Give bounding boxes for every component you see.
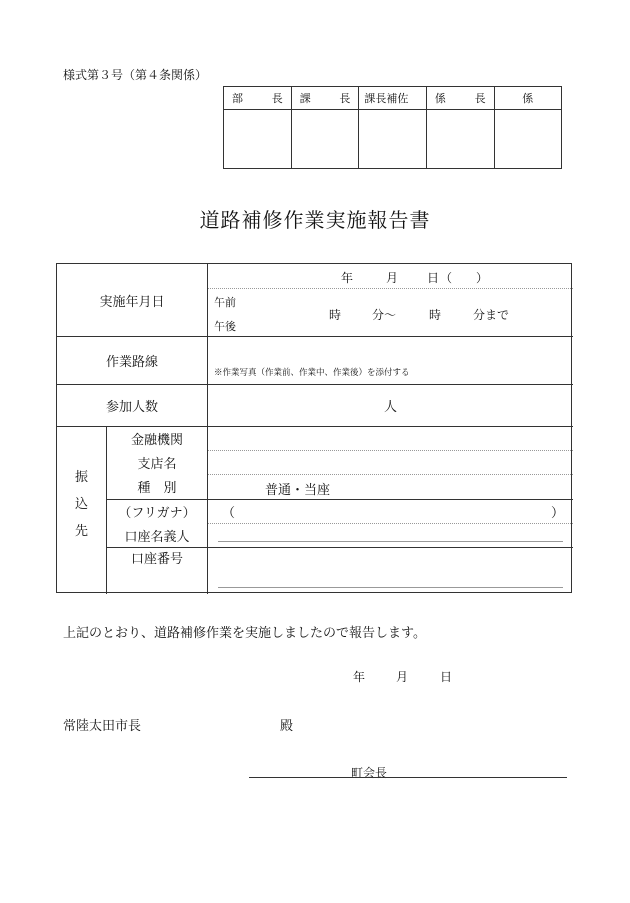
date-weekday-paren: （ ） (440, 271, 489, 285)
time-start-min-unit: 分～ (372, 308, 397, 322)
route-label: 作業路線 (105, 354, 158, 370)
date-day-unit: 日 (427, 271, 440, 285)
addressee: 常陸太田市長 (63, 719, 142, 734)
approval-stamp-cell[interactable] (426, 110, 494, 169)
signature-line[interactable] (249, 777, 567, 778)
account-number-entry[interactable] (218, 554, 563, 586)
account-holder-label: 口座名義人 (124, 529, 190, 545)
participants-label: 参加人数 (105, 399, 158, 415)
participants-unit: 人 (383, 399, 397, 415)
participants-entry[interactable] (208, 384, 573, 426)
approval-stamp-cell[interactable] (359, 110, 427, 169)
approval-stamp-cell[interactable] (494, 110, 561, 169)
route-note: ※作業写真（作業前、作業中、作業後）を添付する (214, 368, 410, 378)
report-date-year-unit: 年 (353, 670, 366, 684)
branch-entry[interactable] (208, 451, 573, 474)
approval-header-kacho: 課 長 (291, 87, 359, 110)
form-number: 様式第３号（第４条関係） (63, 68, 208, 82)
am-label: 午前 (214, 296, 236, 309)
time-end-min-unit: 分まで (473, 308, 510, 322)
account-type-label: 種 別 (137, 481, 177, 496)
date-label: 実施年月日 (99, 294, 165, 310)
bank-label: 金融機関 (130, 432, 183, 448)
approval-header-kakaricho: 係 長 (426, 87, 494, 110)
report-statement: 上記のとおり、道路補修作業を実施しましたので報告します。 (63, 626, 426, 641)
furigana-open-paren: （ (222, 506, 236, 521)
furigana-close-paren: ） (551, 506, 565, 521)
transfer-label: 振 込 先 (74, 470, 88, 539)
branch-label: 支店名 (137, 456, 177, 472)
approval-header-bucho: 部 長 (224, 87, 292, 110)
route-entry[interactable] (208, 337, 573, 364)
time-end-hour-unit: 時 (429, 308, 442, 322)
account-type-options[interactable]: 普通・当座 (265, 483, 331, 498)
time-start-hour-unit: 時 (329, 308, 342, 322)
date-time-entry[interactable] (208, 264, 573, 336)
account-number-label: 口座番号 (130, 552, 183, 567)
date-year-unit: 年 (341, 271, 354, 285)
approval-stamp-cell[interactable] (224, 110, 292, 169)
account-holder-entry[interactable] (218, 524, 563, 542)
report-date-month-unit: 月 (396, 670, 409, 684)
date-month-unit: 月 (386, 271, 399, 285)
furigana-label: （フリガナ） (118, 505, 196, 521)
pm-label: 午後 (214, 320, 236, 333)
approval-stamp-cell[interactable] (291, 110, 359, 169)
report-form (56, 263, 572, 593)
bank-entry[interactable] (208, 427, 573, 450)
furigana-entry[interactable] (237, 500, 547, 522)
approval-header-kacho-hosa: 課長補佐 (359, 87, 427, 110)
approval-stamp-table (223, 86, 562, 169)
report-date-day-unit: 日 (440, 670, 453, 684)
signer-title: 町会長 (351, 766, 388, 780)
honorific: 殿 (280, 719, 294, 734)
approval-header-kakari: 係 (494, 87, 561, 110)
document-title: 道路補修作業実施報告書 (199, 208, 431, 232)
